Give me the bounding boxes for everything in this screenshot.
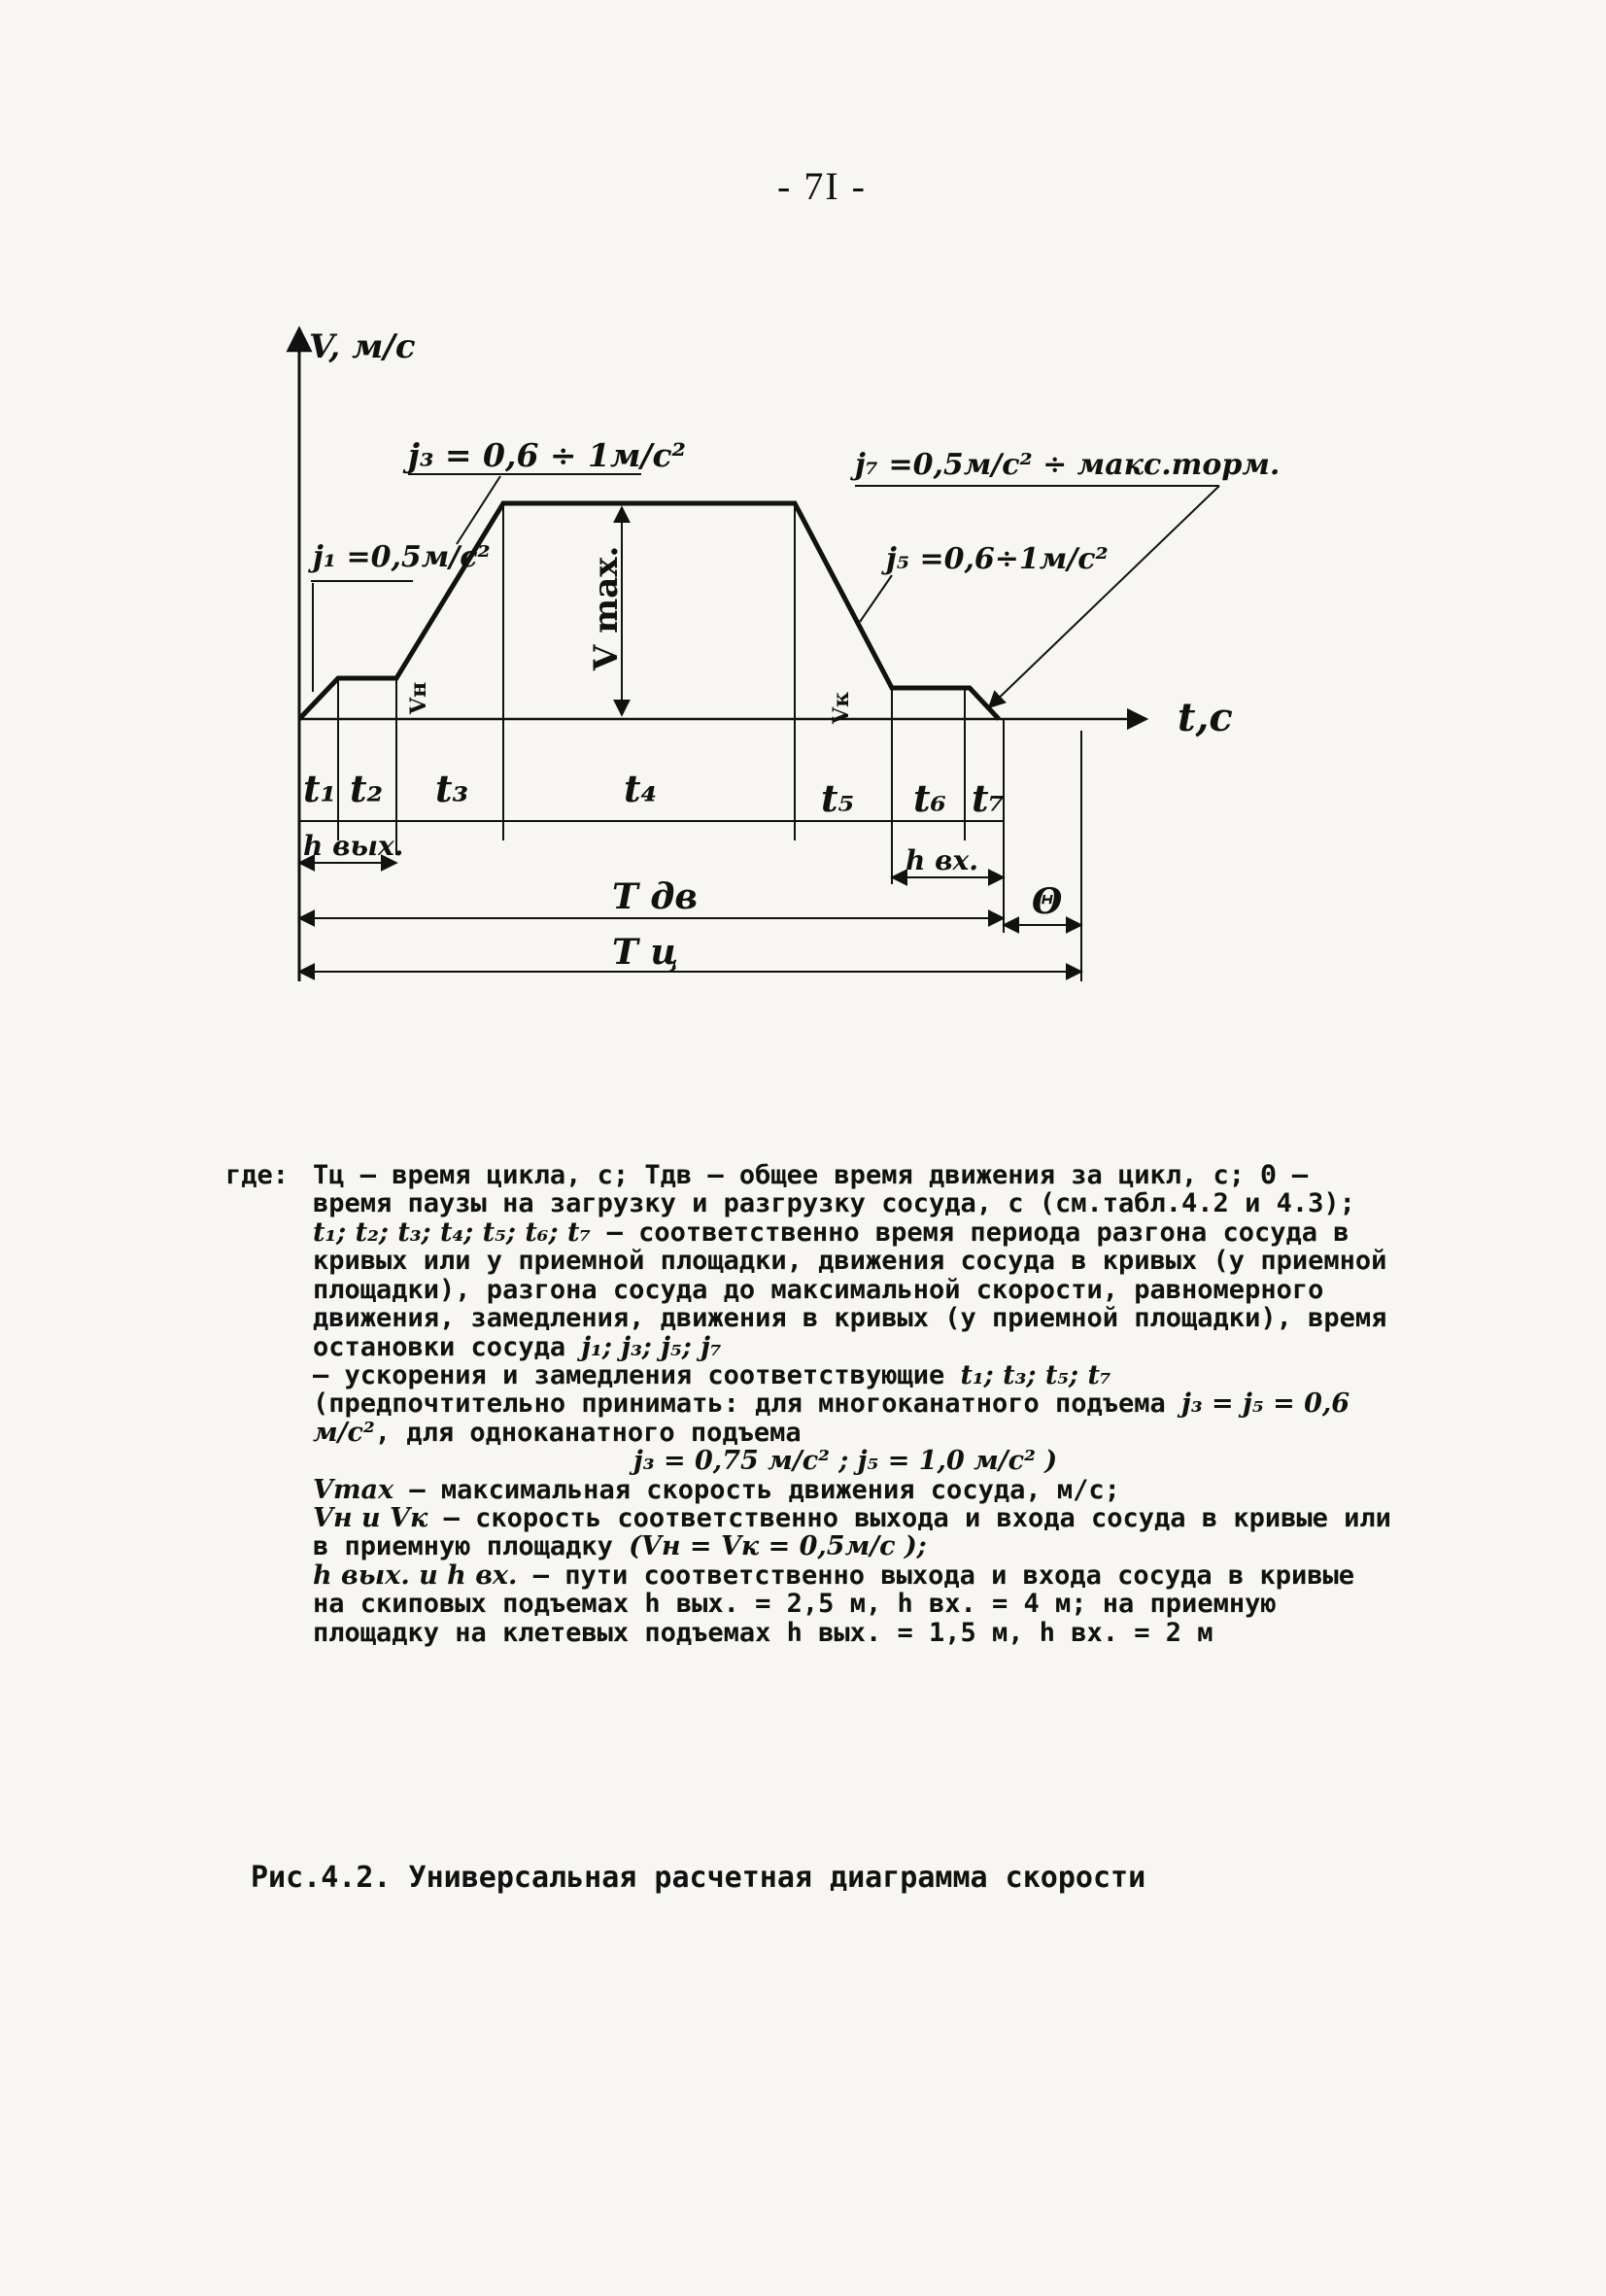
legend: [225, 1161, 1391, 1647]
j5-leader: [860, 575, 892, 622]
t-motion-label: T дв: [612, 876, 698, 917]
legend-j-symbols: j₁; j₃; j₅; j₇: [581, 1331, 722, 1362]
vmax-label: V max.: [587, 545, 626, 670]
speed-curve: [299, 503, 999, 719]
j3-label: j₃ = 0,6 ÷ 1м/с²: [408, 436, 686, 474]
legend-formula-2: j₃ = 0,75 м/с² ; j₅ = 1,0 м/с² ): [633, 1446, 1058, 1477]
legend-vmax: Vmax: [313, 1474, 394, 1505]
label-t3: t₃: [435, 767, 469, 810]
page-number: - 7I -: [777, 164, 867, 208]
interval-labels: [303, 767, 1005, 820]
legend-vnvk: Vн и Vк: [313, 1503, 428, 1534]
label-t4: t₄: [624, 767, 658, 810]
label-t6: t₆: [913, 776, 947, 820]
legend-formula-3: (Vн = Vк = 0,5м/с );: [629, 1531, 927, 1562]
vk-label: Vк: [829, 692, 854, 724]
x-axis-label: t,c: [1178, 695, 1233, 740]
legend-h-symbols: h вых. и h вх.: [313, 1559, 518, 1591]
j5-label: j₅ =0,6÷1м/с²: [886, 542, 1109, 576]
legend-line-5: , для одноканатного подъема: [374, 1417, 802, 1448]
legend-line-1: Тц – время цикла, с; Тдв – общее время движения за цикл, с; Θ – время паузы на загрузку и разгрузку сосуда, с (см.табл.4.2 и 4.3);: [313, 1160, 1355, 1219]
j3-leader: [457, 476, 500, 544]
h-exit-label: h вых.: [303, 830, 404, 862]
speed-diagram: [0, 0, 1606, 1069]
vn-label: Vн: [406, 681, 431, 714]
label-t5: t₅: [821, 776, 855, 820]
h-entry-label: h вх.: [906, 844, 978, 876]
j7-leader: [989, 486, 1219, 707]
legend-line-8: – пути соответственно выхода и входа сосуда в кривые на скиповых подъемах: [313, 1559, 1354, 1620]
j7-label: j₇ =0,5м/с² ÷ макс.торм.: [855, 448, 1281, 482]
legend-t-symbols: t₁; t₂; t₃; t₄; t₅; t₆; t₇: [313, 1217, 592, 1248]
y-axis-label: V, м/с: [309, 327, 416, 366]
legend-line-3: – ускорения и замедления соответствующие: [313, 1359, 945, 1390]
legend-line-4: (предпочтительно принимать: для многоканатного подъема: [313, 1388, 1166, 1420]
pause-label: Θ: [1032, 881, 1063, 922]
label-t7: t₇: [972, 776, 1006, 820]
figure-caption: Рис.4.2. Универсальная расчетная диаграмма скорости: [251, 1861, 1146, 1895]
legend-line-6: – максимальная скорость движения сосуда, м/с;: [409, 1474, 1120, 1505]
legend-formula-1: j₃ = j₅ = 0,6 м/с²: [313, 1388, 1350, 1448]
legend-line-9: h вых. = 2,5 м, h вх. = 4 м; на приемную площадку на клетевых подъемах h вых. = 1,5 м, h вх. = 2 м: [313, 1589, 1277, 1648]
legend-line-2: – соответственно время периода разгона сосуда в кривых или у приемной площадки, движения сосуда в кривых (у приемной площадки), разгона сосуда до максимальной скорости, равномерного движения, замедления, движения в кривых (у приемной площадки), время остановки сосуда: [313, 1217, 1387, 1362]
j1-label: j₁ =0,5м/с²: [313, 540, 491, 574]
legend-lead: где:: [225, 1160, 290, 1190]
label-t2: t₂: [350, 767, 384, 810]
label-t1: t₁: [303, 767, 337, 810]
legend-t-symbols-2: t₁; t₃; t₅; t₇: [960, 1359, 1111, 1390]
legend-line-7: – скорость соответственно выхода и входа сосуда в кривые или в приемную площадку: [313, 1503, 1391, 1562]
t-cycle-label: T ц: [612, 932, 679, 973]
